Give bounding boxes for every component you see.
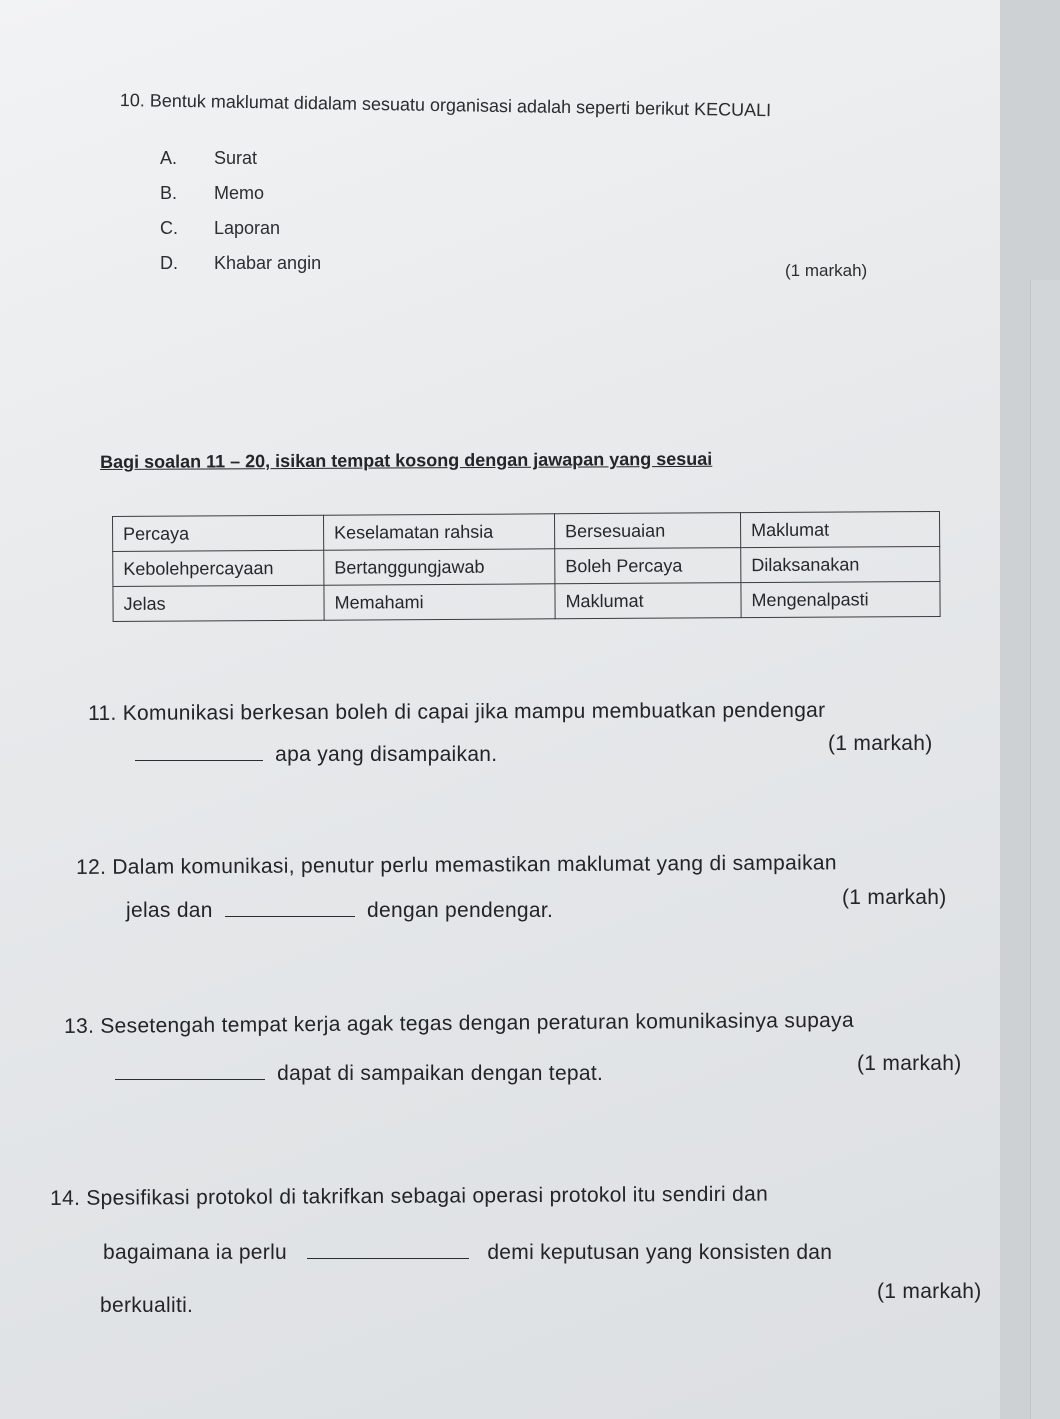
table-cell: Keselamatan rahsia xyxy=(323,514,554,550)
table-cell: Mengenalpasti xyxy=(741,581,940,617)
option-letter: D. xyxy=(160,253,178,273)
table-row xyxy=(113,581,940,621)
table-cell: Memahami xyxy=(324,584,555,620)
q10-option-c xyxy=(160,218,280,239)
q12-line2b: dengan pendengar. xyxy=(367,899,554,922)
q12-answer-blank[interactable] xyxy=(225,898,355,917)
table-row xyxy=(113,511,940,551)
q11-marks: (1 markah) xyxy=(828,732,933,755)
q13-line1: 13. Sesetengah tempat kerja agak tegas dengan peraturan komunikasinya supaya xyxy=(64,1008,854,1038)
q10-option-d xyxy=(160,253,321,274)
table-cell: Bertanggungjawab xyxy=(324,549,555,585)
background-paper-stack-2 xyxy=(1030,280,1060,1419)
option-text: Memo xyxy=(214,183,265,203)
q10-question: 10. Bentuk maklumat didalam sesuatu organisasi adalah seperti berikut KECUALI xyxy=(119,90,772,121)
q11-line2-text: apa yang disampaikan. xyxy=(275,743,498,766)
q12-marks: (1 markah) xyxy=(842,886,947,909)
q14-line3: berkualiti. xyxy=(100,1294,194,1317)
q10-option-b xyxy=(160,183,264,204)
table-cell: Maklumat xyxy=(555,583,741,619)
table-cell: Kebolehpercayaan xyxy=(113,550,324,586)
option-letter: C. xyxy=(160,218,178,238)
q13-line2-text: dapat di sampaikan dengan tepat. xyxy=(277,1062,604,1085)
option-text: Laporan xyxy=(214,218,281,238)
q11-line1: 11. Komunikasi berkesan boleh di capai jika mampu membuatkan pendengar xyxy=(88,698,826,725)
q13-marks: (1 markah) xyxy=(857,1052,962,1075)
q13-answer-blank[interactable] xyxy=(115,1061,265,1080)
q14-line2a: bagaimana ia perlu xyxy=(103,1241,288,1264)
table-cell: Dilaksanakan xyxy=(741,546,940,582)
section-instruction: Bagi soalan 11 – 20, isikan tempat kosong dengan jawapan yang sesuai xyxy=(100,448,713,472)
option-text: Surat xyxy=(214,148,258,168)
table-cell: Boleh Percaya xyxy=(555,548,741,584)
q13-line2 xyxy=(115,1061,603,1086)
word-bank-table xyxy=(112,511,941,622)
option-letter: B. xyxy=(160,183,178,203)
table-cell: Maklumat xyxy=(740,511,939,547)
option-text: Khabar angin xyxy=(214,253,322,273)
option-letter: A. xyxy=(160,148,178,168)
q10-option-a xyxy=(160,148,257,169)
q14-line1: 14. Spesifikasi protokol di takrifkan sebagai operasi protokol itu sendiri dan xyxy=(50,1182,769,1210)
q12-line1: 12. Dalam komunikasi, penutur perlu memastikan maklumat yang di sampaikan xyxy=(76,851,837,879)
table-cell: Percaya xyxy=(113,515,324,551)
q11-line2 xyxy=(135,742,497,767)
table-cell: Bersesuaian xyxy=(554,513,740,549)
q14-answer-blank[interactable] xyxy=(307,1240,469,1259)
q11-answer-blank[interactable] xyxy=(135,742,263,761)
table-cell: Jelas xyxy=(113,585,324,621)
q12-line2 xyxy=(126,898,553,923)
q14-line2b: demi keputusan yang konsisten dan xyxy=(487,1241,833,1264)
table-row xyxy=(113,546,940,586)
q12-line2a: jelas dan xyxy=(126,899,213,922)
q14-marks: (1 markah) xyxy=(877,1280,982,1303)
q10-marks: (1 markah) xyxy=(785,261,868,280)
q14-line2 xyxy=(103,1240,832,1265)
